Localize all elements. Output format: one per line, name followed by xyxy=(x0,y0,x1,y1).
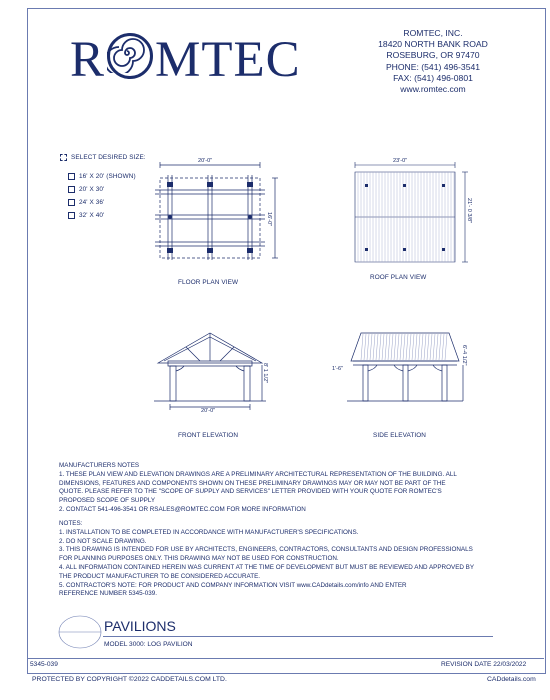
company-fax: FAX: (541) 496-0801 xyxy=(393,72,473,83)
roof-panel-line xyxy=(436,334,438,360)
revision-date: REVISION DATE 22/03/2022 xyxy=(441,661,527,668)
company-name: ROMTEC, INC. xyxy=(403,28,463,38)
roof-panel-line xyxy=(430,334,432,360)
drawing-title: PAVILIONS xyxy=(104,618,176,634)
roof-panel-line xyxy=(415,334,417,360)
checkbox-icon[interactable] xyxy=(68,199,75,206)
reference-number: 5345-039 xyxy=(30,661,58,668)
company-website[interactable]: www.romtec.com xyxy=(400,84,466,95)
floor-plan-depth-dim: 16'-0" xyxy=(266,212,272,227)
front-elevation-drawing xyxy=(150,325,280,420)
manufacturers-note-line: QUOTE. PLEASE REFER TO THE "SCOPE OF SUPPLY AND SERVICES" LETTER PROVIDED WITH YOUR QUOTE FOR ROMTEC'S xyxy=(59,488,442,496)
manufacturers-note-line: PROPOSED SCOPE OF SUPPLY xyxy=(59,497,156,505)
manufacturers-note-line: 1. THESE PLAN VIEW AND ELEVATION DRAWINGS ARE A PRELIMINARY ARCHITECTURAL REPRESENTATION OF THE BUILDING. ALL xyxy=(59,470,457,478)
roof-panel-line xyxy=(388,334,390,360)
note-line: THE PRODUCT MANUFACTURER TO BE CONSIDERED ACCURATE. xyxy=(59,572,261,580)
front-elevation-label: FRONT ELEVATION xyxy=(178,432,239,439)
company-address1: 18420 NORTH BANK ROAD xyxy=(378,39,488,50)
roof-panel-line xyxy=(370,334,372,360)
roof-panel-line xyxy=(391,334,393,360)
roof-panel-line xyxy=(382,334,384,360)
roof-panel-line xyxy=(385,334,387,360)
notes-heading: NOTES: xyxy=(59,520,83,527)
floor-plan-label: FLOOR PLAN VIEW xyxy=(178,279,239,286)
roof-panel-line xyxy=(367,334,369,360)
checkbox-icon[interactable] xyxy=(68,173,75,180)
note-line: FOR PLANNING PURPOSES ONLY. THIS DRAWING MAY NOT BE USED FOR CONSTRUCTION. xyxy=(59,555,339,563)
title-block-rule xyxy=(27,658,544,659)
note-line: 1. INSTALLATION TO BE COMPLETED IN ACCORDANCE WITH MANUFACTURER'S SPECIFICATIONS. xyxy=(59,528,359,536)
side-elevation-label: SIDE ELEVATION xyxy=(373,432,427,439)
side-elevation-overhang-dim: 1'-6" xyxy=(332,366,344,372)
front-elevation-width-dim: 20'-0" xyxy=(201,408,216,414)
title-block-ellipse-icon xyxy=(58,614,103,654)
logo-text-left: R xyxy=(70,32,106,88)
size-option-20x30[interactable]: 20' X 30' xyxy=(68,186,104,193)
romtec-logo xyxy=(70,30,301,89)
roof-panel-line xyxy=(394,334,396,360)
company-info xyxy=(364,28,502,95)
roof-panel-line xyxy=(403,334,405,360)
roof-plan-drawing xyxy=(345,160,475,270)
note-line: 2. DO NOT SCALE DRAWING. xyxy=(59,537,147,545)
note-line: REFERENCE NUMBER 5345-039. xyxy=(59,590,157,598)
roof-panel-line xyxy=(439,334,441,360)
roof-panel-line xyxy=(364,334,366,360)
general-notes xyxy=(59,520,474,599)
logo-text-right: MTEC xyxy=(155,32,301,88)
roof-panel-line xyxy=(406,334,408,360)
size-option-32x40[interactable]: 32' X 40' xyxy=(68,212,104,219)
roof-plan-depth-dim: 21'- 0 3/8" xyxy=(466,198,472,224)
roof-panel-line xyxy=(445,334,447,360)
checkbox-icon[interactable] xyxy=(68,212,75,219)
roof-panel-line xyxy=(397,334,399,360)
drawing-model: MODEL 3000: LOG PAVILION xyxy=(104,641,193,648)
note-line: 3. THIS DRAWING IS INTENDED FOR USE BY ARCHITECTS, ENGINEERS, CONTRACTORS, CONSULTANTS AND DESIGN PROFESSIONALS xyxy=(59,546,473,554)
roof-panel-line xyxy=(361,334,363,360)
manufacturers-notes xyxy=(59,462,457,515)
note-line: 4. ALL INFORMATION CONTAINED HEREIN WAS CURRENT AT THE TIME OF DEVELOPMENT BUT MUST BE REVIEWED AND APPROVED BY xyxy=(59,563,475,571)
manufacturers-note-line: DIMENSIONS, FEATURES AND COMPONENTS SHOWN ON THESE PRELIMINARY DRAWINGS MAY OR MAY NOT BE PART OF THE xyxy=(59,479,446,487)
roof-panel-line xyxy=(379,334,381,360)
roof-panel-line xyxy=(421,334,423,360)
roof-panel-line xyxy=(412,334,414,360)
roof-plan-width-dim: 23'-0" xyxy=(393,158,408,164)
size-option-16x20[interactable]: 16' X 20' (SHOWN) xyxy=(68,173,136,180)
roof-panel-line xyxy=(418,334,420,360)
manufacturers-notes-heading: MANUFACTURERS NOTES xyxy=(59,462,140,469)
front-elevation-height-dim: 8' 1 1/2" xyxy=(262,363,268,384)
checkbox-icon[interactable] xyxy=(68,186,75,193)
roof-panel-line xyxy=(373,334,375,360)
roof-panel-line xyxy=(433,334,435,360)
roof-panel-line xyxy=(424,334,426,360)
roof-panel-line xyxy=(409,334,411,360)
note-line: 5. CONTRACTOR'S NOTE: FOR PRODUCT AND COMPANY INFORMATION VISIT www.CADdetails.com/info AND ENTER xyxy=(59,581,407,589)
company-phone: PHONE: (541) 496-3541 xyxy=(385,61,481,72)
checkbox-icon xyxy=(60,154,67,161)
roof-panel-line xyxy=(376,334,378,360)
roof-panel-line xyxy=(400,334,402,360)
size-option-24x36[interactable]: 24' X 36' xyxy=(68,199,104,206)
floor-plan-width-dim: 20'-0" xyxy=(198,158,213,164)
size-selector-heading: SELECT DESIRED SIZE: xyxy=(60,154,146,161)
roof-panel-line xyxy=(427,334,429,360)
caddetails-link[interactable]: CADdetails.com xyxy=(487,676,536,683)
company-address2: ROSEBURG, OR 97470 xyxy=(386,50,480,61)
side-elevation-height-dim: 6'-4 1/2" xyxy=(461,345,467,366)
roof-panel-line xyxy=(442,334,444,360)
logo-spiral-icon xyxy=(107,33,153,79)
roof-plan-label: ROOF PLAN VIEW xyxy=(370,274,427,281)
side-elevation-drawing xyxy=(345,325,475,410)
title-divider xyxy=(103,636,493,637)
manufacturers-note-line: 2. CONTACT 541-496-3541 OR RSALES@ROMTEC.COM FOR MORE INFORMATION xyxy=(59,505,306,513)
copyright-notice: PROTECTED BY COPYRIGHT ©2022 CADDETAILS.COM LTD. xyxy=(32,676,227,683)
